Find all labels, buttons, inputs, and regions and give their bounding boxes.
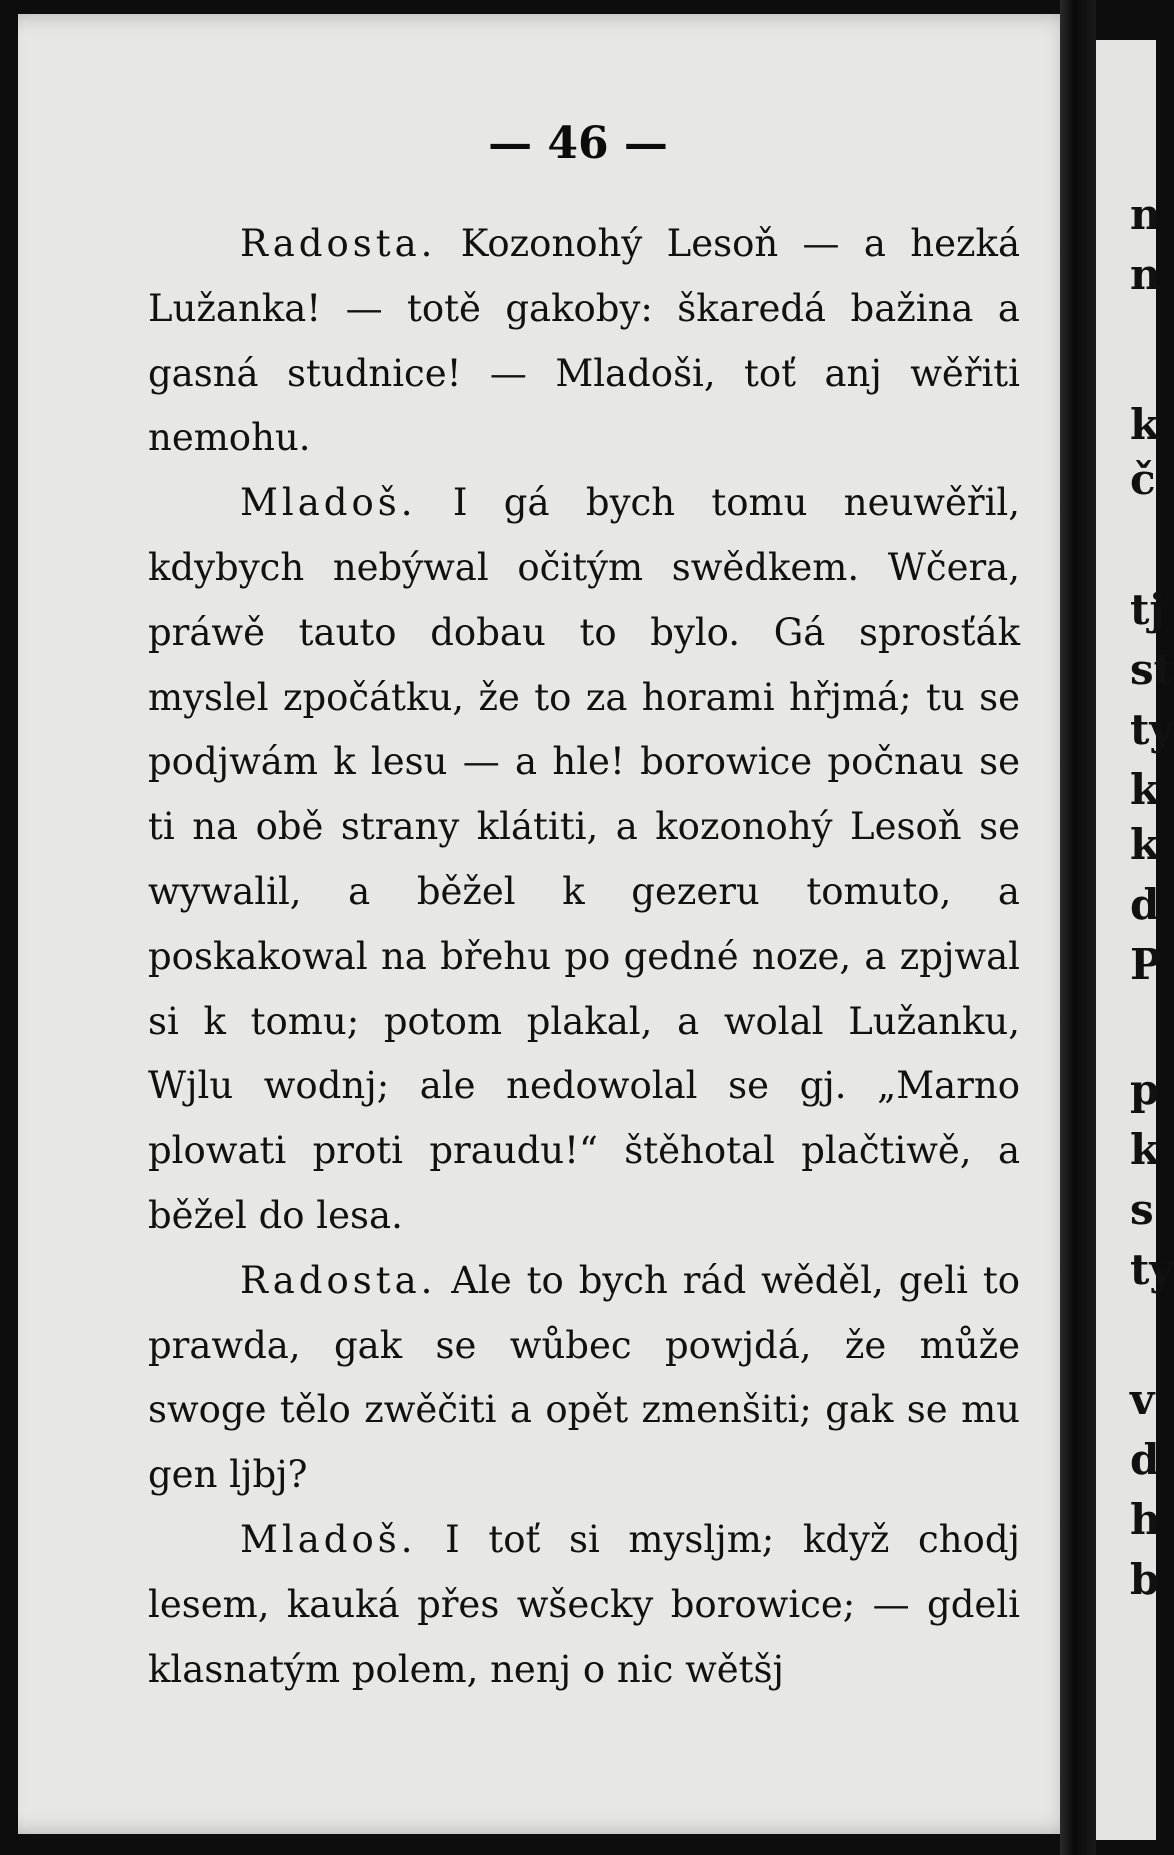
adjacent-page-fragment: p [1130, 1065, 1160, 1114]
adjacent-page-fragment: d [1130, 880, 1160, 929]
adjacent-page-fragment: h [1130, 1495, 1161, 1544]
dialogue-text: Kozonohý Lesoň — a hezká Lužanka! — totě gakoby: škaredá bažina a gasná studnice! — Mladoši, toť anj wěřiti nemohu. [148, 222, 1020, 460]
dialogue-paragraph [148, 1508, 1020, 1702]
dialogue-text: I toť si mysljm; když chodj lesem, kauká přes wšecky borowice; — gdeli klasnatým polem, nenj o nic wětšj [148, 1517, 1020, 1691]
adjacent-page-fragment: P [1130, 940, 1162, 989]
adjacent-page-fragment: v [1130, 1375, 1155, 1424]
adjacent-page-fragment: tj [1130, 585, 1165, 634]
adjacent-page-fragment: ty [1130, 1245, 1174, 1294]
adjacent-page-fragment: d [1130, 1435, 1160, 1484]
adjacent-page-fragment: n [1130, 250, 1161, 299]
body-text [148, 212, 1020, 1702]
speaker-name: Radosta. [240, 222, 437, 265]
dialogue-paragraph [148, 212, 1020, 471]
adjacent-page-fragment: k [1130, 820, 1160, 869]
dialogue-paragraph [148, 471, 1020, 1249]
adjacent-page-fragment: k [1130, 400, 1160, 449]
adjacent-page-fragment: s [1130, 1185, 1154, 1234]
adjacent-page-fragment: n [1130, 190, 1161, 239]
dialogue-text: I gá bych tomu neuwěřil, kdybych nebýwal očitým swědkem. Wčera, práwě tauto dobau to bylo. Gá sprosťák myslel zpočátku, že to za horami hřjmá; tu se podjwám k lesu — a hle! borowice počnau se ti na obě strany klátiti, a kozonohý Lesoň se wywalil, a běžel k gezeru tomuto, a poskakowal na břehu po gedné noze, a zpjwal si k tomu; potom plakal, a wolal Lužanku, Wjlu wodnj; ale nedowolal se gj. „Marno plowati proti praudu!“ štěhotal plačtiwě, a běžel do lesa. [148, 481, 1020, 1237]
adjacent-page-fragment: b [1130, 1555, 1160, 1604]
adjacent-page-fragment: k [1130, 765, 1160, 814]
dialogue-paragraph [148, 1249, 1020, 1508]
adjacent-page-edge [1096, 40, 1174, 1840]
book-gutter [1060, 0, 1096, 1855]
adjacent-page-fragment: k [1130, 1125, 1160, 1174]
page-number: — 46 — [488, 118, 668, 169]
adjacent-page-fragment: st [1130, 645, 1174, 694]
speaker-name: Mladoš. [240, 1517, 417, 1561]
dialogue-text: Ale to bych rád wěděl, geli to prawda, gak se wůbec powjdá, že může swoge tělo zwěčiti a opět zmenšiti; gak se mu gen ljbj? [148, 1258, 1020, 1497]
adjacent-page-fragment: ty [1130, 705, 1174, 754]
speaker-name: Radosta. [240, 1258, 437, 1302]
speaker-name: Mladoš. [240, 481, 417, 525]
adjacent-page-fragment: č [1130, 455, 1156, 504]
